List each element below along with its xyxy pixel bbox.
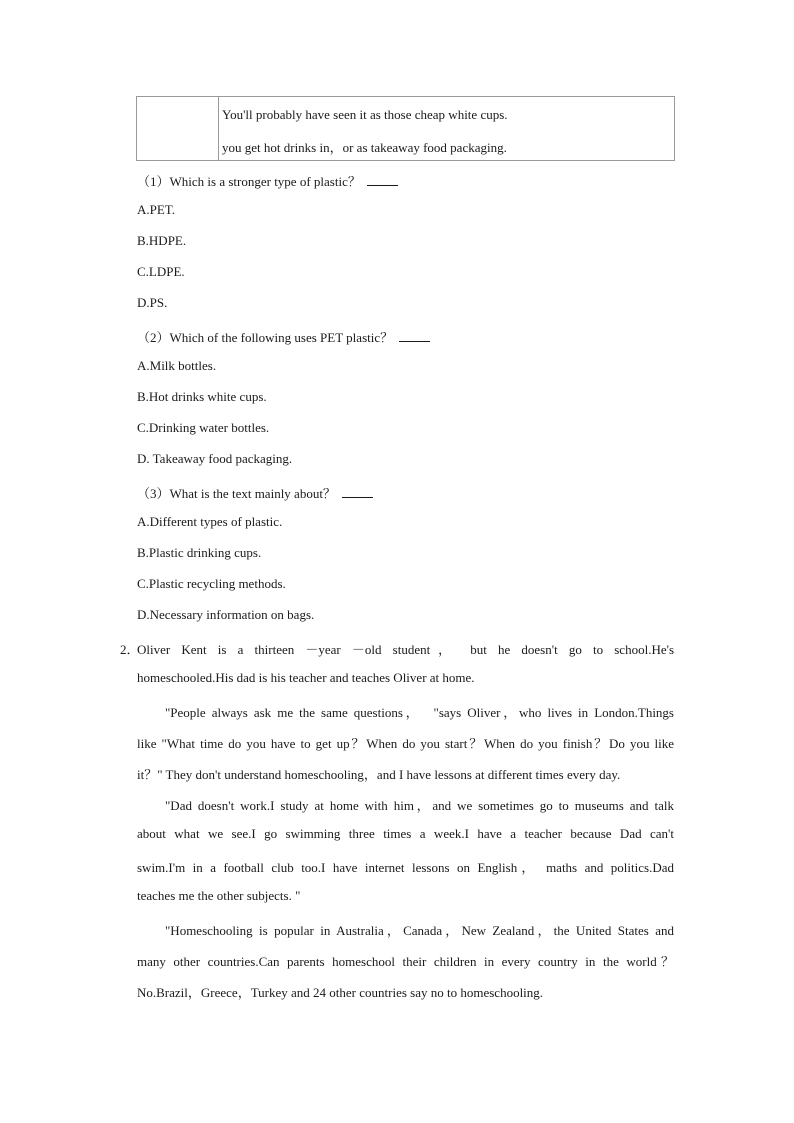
option-d: D.Necessary information on bags.: [137, 607, 315, 622]
paragraph-line: it？" They don't understand homeschooling，and I have lessons at different times every day.: [137, 767, 621, 782]
question-3: [137, 483, 373, 502]
table-cell-line: You'll probably have seen it as those cheap white cups.: [222, 107, 508, 122]
option-b: B.Plastic drinking cups.: [137, 545, 262, 560]
option-c: C.LDPE.: [137, 264, 185, 279]
option-c: C.Drinking water bottles.: [137, 420, 270, 435]
option-d: D.PS.: [137, 295, 168, 310]
paragraph-line: "Dad doesn't work.I study at home with him，and we sometimes go to museums and talk: [165, 798, 674, 813]
question-2-stem: （2）Which of the following uses PET plastic？: [137, 330, 394, 345]
paragraph-line: No.Brazil，Greece，Turkey and 24 other countries say no to homeschooling.: [137, 985, 544, 1000]
paragraph-line: about what we see.I go swimming three times a week.I have a teacher because Dad can't: [137, 826, 674, 841]
paragraph-line: homeschooled.His dad is his teacher and teaches Oliver at home.: [137, 670, 475, 685]
option-c: C.Plastic recycling methods.: [137, 576, 286, 591]
answer-blank[interactable]: [342, 485, 373, 498]
table-column-divider: [218, 97, 219, 160]
option-b: B.HDPE.: [137, 233, 187, 248]
paragraph-line: teaches me the other subjects. ": [137, 888, 301, 903]
question-1: [137, 171, 398, 190]
answer-blank[interactable]: [367, 173, 398, 186]
table-cell-line: you get hot drinks in，or as takeaway food packaging.: [222, 140, 507, 155]
question-number: 2．: [120, 642, 140, 657]
info-table: [136, 96, 675, 161]
question-3-stem: （3）What is the text mainly about？: [137, 486, 336, 501]
question-2: [137, 327, 430, 346]
paragraph-line: many other countries.Can parents homeschool their children in every country in the world？: [137, 954, 674, 969]
question-1-stem: （1）Which is a stronger type of plastic？: [137, 174, 361, 189]
option-a: A.Different types of plastic.: [137, 514, 283, 529]
option-a: A.Milk bottles.: [137, 358, 217, 373]
option-a: A.PET.: [137, 202, 176, 217]
paragraph-line: "People always ask me the same questions， "says Oliver，who lives in London.Things: [165, 705, 674, 720]
paragraph-line: swim.I'm in a football club too.I have internet lessons on English， maths and politics.Dad: [137, 860, 674, 875]
option-d: D. Takeaway food packaging.: [137, 451, 293, 466]
paragraph-line: Oliver Kent is a thirteen －year －old student， but he doesn't go to school.He's: [137, 642, 675, 657]
paragraph-line: "Homeschooling is popular in Australia，Canada，New Zealand，the United States and: [165, 923, 674, 938]
answer-blank[interactable]: [399, 329, 430, 342]
paragraph-line: like "What time do you have to get up？When do you start？When do you finish？Do you like: [137, 736, 674, 751]
option-b: B.Hot drinks white cups.: [137, 389, 267, 404]
